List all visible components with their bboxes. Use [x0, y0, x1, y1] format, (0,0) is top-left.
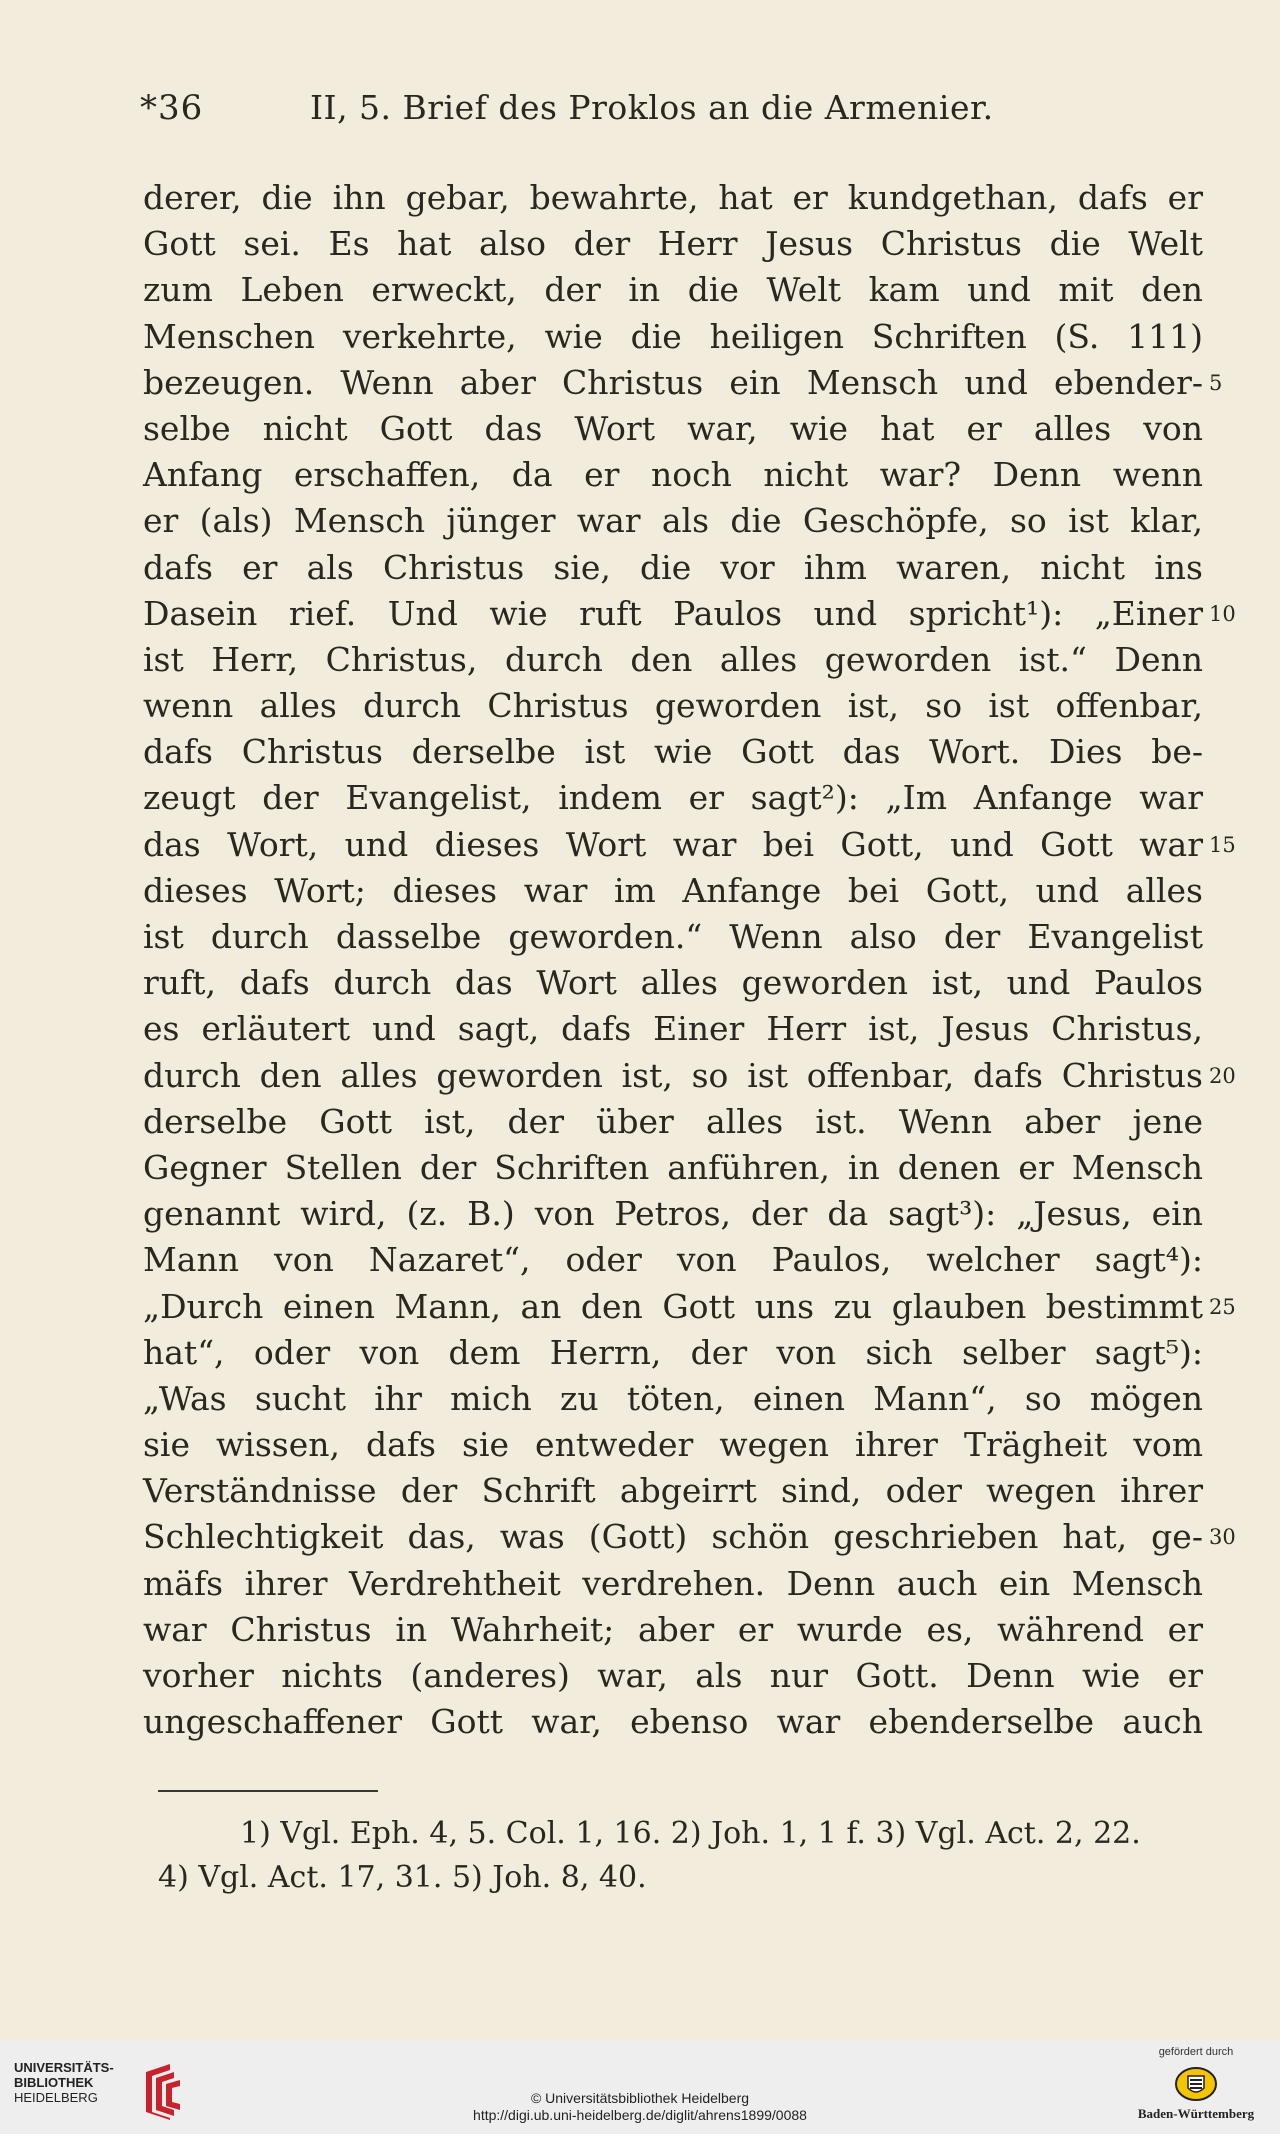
text-line	[143, 1699, 1203, 1745]
footnote-rule	[158, 1790, 378, 1792]
text-line	[143, 775, 1203, 821]
line-text: es erläutert und sagt, dafs Einer Herr ist, Jesus Christus,	[143, 1009, 1203, 1049]
line-text: war Christus in Wahrheit; aber er wurde es, während er	[143, 1609, 1203, 1649]
line-text: dafs er als Christus sie, die vor ihm waren, nicht ins	[143, 547, 1203, 587]
text-line	[143, 1284, 1236, 1330]
text-line	[143, 360, 1223, 406]
coat-of-arms-icon	[1174, 2062, 1218, 2106]
line-text: sie wissen, dafs sie entweder wegen ihrer Trägheit vom	[143, 1425, 1203, 1465]
line-number: 10	[1209, 601, 1236, 626]
line-text: Gegner Stellen der Schriften anführen, in denen er Mensch	[143, 1147, 1203, 1187]
line-text: selbe nicht Gott das Wort war, wie hat er alles von	[143, 408, 1203, 448]
line-text: „Durch einen Mann, an den Gott uns zu glauben bestimmt	[143, 1286, 1203, 1326]
text-line	[143, 960, 1203, 1006]
text-line	[143, 1607, 1203, 1653]
footnote-line: 1) Vgl. Eph. 4, 5. Col. 1, 16. 2) Joh. 1, 1 f. 3) Vgl. Act. 2, 22.	[240, 1816, 1141, 1851]
line-text: zeugt der Evangelist, indem er sagt²): „Im Anfange war	[143, 778, 1203, 818]
line-text: Gott sei. Es hat also der Herr Jesus Christus die Welt	[143, 224, 1203, 264]
line-text: ungeschaffener Gott war, ebenso war ebenderselbe auch	[143, 1702, 1203, 1742]
source-url[interactable]: http://digi.ub.uni-heidelberg.de/diglit/ahrens1899/0088	[473, 2107, 807, 2123]
line-text: ist Herr, Christus, durch den alles geworden ist.“ Denn	[143, 639, 1203, 679]
text-line	[143, 868, 1203, 914]
line-text: Menschen verkehrte, wie die heiligen Schriften (S. 111)	[143, 316, 1203, 356]
text-line	[143, 498, 1203, 544]
line-text: Mann von Nazaret“, oder von Paulos, welcher sagt⁴):	[143, 1240, 1203, 1280]
line-text: er (als) Mensch jünger war als die Geschöpfe, so ist klar,	[143, 501, 1203, 541]
text-line	[143, 729, 1203, 775]
line-text: ruft, dafs durch das Wort alles geworden ist, und Paulos	[143, 963, 1203, 1003]
line-text: vorher nichts (anderes) war, als nur Gott. Denn wie er	[143, 1656, 1203, 1695]
text-line	[143, 1237, 1203, 1283]
text-line	[143, 267, 1203, 313]
library-name: UNIVERSITÄTS- BIBLIOTHEK HEIDELBERG	[14, 2060, 114, 2105]
line-text: mäfs ihrer Verdrehtheit verdrehen. Denn auch ein Mensch	[143, 1563, 1203, 1603]
line-text: Schlechtigkeit das, was (Gott) schön geschrieben hat, ge-	[143, 1517, 1203, 1557]
text-line	[143, 545, 1203, 591]
line-number: 30	[1209, 1525, 1236, 1550]
text-line	[143, 1376, 1203, 1422]
text-line	[143, 591, 1236, 637]
line-text: hat“, oder von dem Herrn, der von sich selber sagt⁵):	[143, 1332, 1203, 1372]
line-text: dieses Wort; dieses war im Anfange bei Gott, und alles	[143, 870, 1203, 910]
text-line	[143, 1191, 1203, 1237]
text-line	[143, 1561, 1203, 1607]
line-text: Verständnisse der Schrift abgeirrt sind, oder wegen ihrer	[143, 1471, 1203, 1511]
body-text	[143, 175, 1236, 1745]
line-text: durch den alles geworden ist, so ist offenbar, dafs Christus	[143, 1055, 1203, 1095]
text-line	[143, 1514, 1236, 1560]
text-line	[143, 221, 1203, 267]
text-line	[143, 683, 1203, 729]
footnotes	[150, 1812, 1210, 1900]
text-line	[143, 637, 1203, 683]
line-text: bezeugen. Wenn aber Christus ein Mensch und ebender-	[143, 362, 1203, 402]
text-line	[143, 1145, 1203, 1191]
line-text: das Wort, und dieses Wort war bei Gott, und Gott war	[143, 824, 1203, 864]
page-number: *36	[140, 88, 204, 128]
running-title: II, 5. Brief des Proklos an die Armenier.	[310, 88, 994, 127]
text-line	[143, 175, 1203, 221]
line-text: ist durch dasselbe geworden.“ Wenn also der Evangelist	[143, 917, 1203, 956]
text-line	[143, 406, 1203, 452]
text-line	[143, 1053, 1236, 1099]
line-text: derselbe Gott ist, der über alles ist. Wenn aber jene	[143, 1101, 1203, 1141]
footer-bar	[0, 2040, 1280, 2134]
line-text: Anfang erschaffen, da er noch nicht war? Denn wenn	[143, 455, 1203, 495]
text-line	[143, 1006, 1203, 1052]
line-number: 5	[1209, 370, 1223, 395]
page-header	[140, 88, 1210, 138]
text-line	[143, 1099, 1203, 1145]
line-text: genannt wird, (z. B.) von Petros, der da sagt³): „Jesus, ein	[143, 1194, 1203, 1234]
line-text: wenn alles durch Christus geworden ist, so ist offenbar,	[143, 686, 1203, 726]
footnote-line: 4) Vgl. Act. 17, 31. 5) Joh. 8, 40.	[158, 1860, 647, 1895]
line-text: „Was sucht ihr mich zu töten, einen Mann“, so mögen	[143, 1378, 1203, 1418]
funder-logo[interactable]: gefördert durch Baden-Württemberg	[1137, 2046, 1255, 2121]
text-line	[143, 1468, 1203, 1514]
line-number: 15	[1209, 832, 1236, 857]
text-line	[143, 914, 1203, 960]
text-line	[143, 822, 1236, 868]
text-line	[143, 1653, 1203, 1699]
text-line	[143, 314, 1203, 360]
text-line	[143, 452, 1203, 498]
text-line	[143, 1330, 1203, 1376]
copyright-notice: © Universitätsbibliothek Heidelberg http://digi.ub.uni-heidelberg.de/diglit/ahrens1899/0088	[0, 2090, 1280, 2124]
text-line	[143, 1422, 1203, 1468]
line-text: zum Leben erweckt, der in die Welt kam und mit den	[143, 270, 1203, 310]
line-number: 25	[1209, 1294, 1236, 1319]
line-text: derer, die ihn gebar, bewahrte, hat er kundgethan, dafs er	[143, 178, 1203, 217]
line-text: dafs Christus derselbe ist wie Gott das Wort. Dies be-	[143, 732, 1203, 772]
line-text: Dasein rief. Und wie ruft Paulos und spricht¹): „Einer	[143, 593, 1203, 633]
line-number: 20	[1209, 1063, 1236, 1088]
